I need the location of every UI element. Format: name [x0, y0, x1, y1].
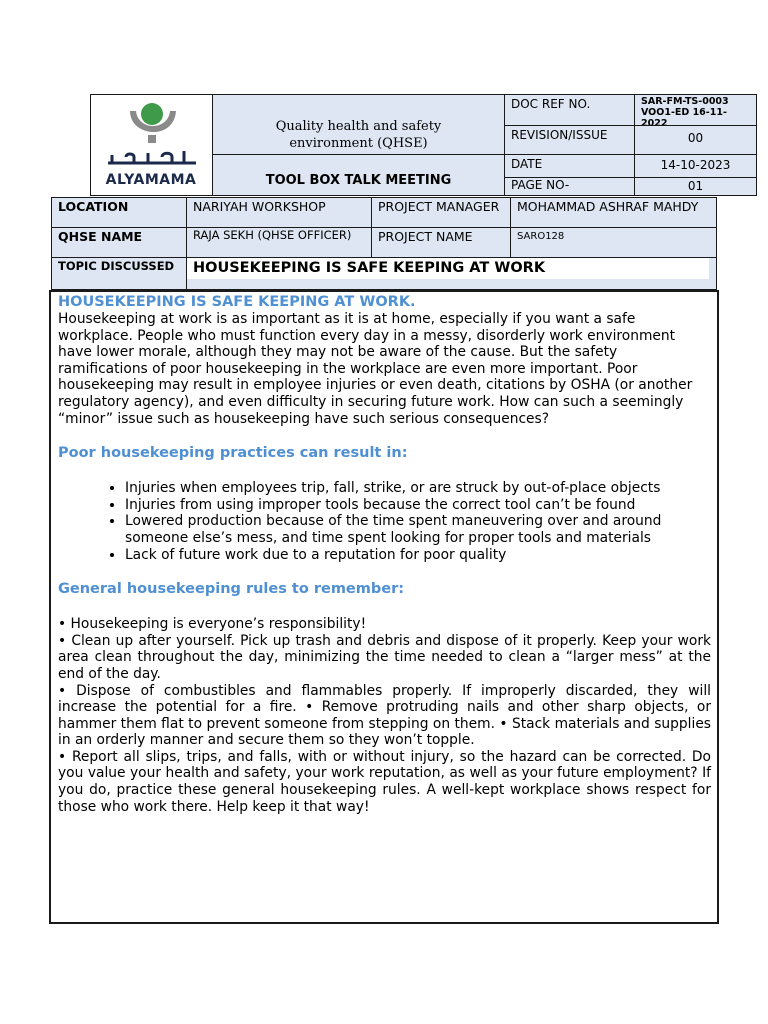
rule-paragraph: • Report all slips, trips, and falls, with or without injury, so the hazard can be corrected. Do you value your health and safety, your work reputation, as well as your future employment? If you do, practice these general housekeeping rules. A well-kept workplace shows respect for those who work there. Help keep it that way!: [58, 748, 711, 815]
rule-paragraph: • Housekeeping is everyone’s responsibility!: [58, 616, 367, 633]
topic-value: HOUSEKEEPING IS SAFE KEEPING AT WORK: [187, 258, 709, 279]
poor-practices-heading: Poor housekeeping practices can result in:: [58, 445, 408, 462]
logo-cell: [90, 94, 213, 196]
revision-label: REVISION/ISSUE: [504, 125, 635, 155]
qhse-name-value: RAJA SEKH (QHSE OFFICER): [186, 227, 372, 258]
intro-paragraph: Housekeeping at work is as important as it is at home, especially if you want a safe workplace. People who must function every day in a messy, disorderly work environment have lower morale, although they may not be aware of the cause. But the safety ramifications of poor housekeeping in the workplace are even more important. Poor housekeeping may result in employee injuries or even death, citations by OSHA (or another regulatory agency), and even difficulty in securing future work. How can such a seemingly “minor” issue such as housekeeping have such serious consequences?: [58, 311, 693, 427]
location-value: NARIYAH WORKSHOP: [186, 197, 372, 228]
doc-ref-label: DOC REF NO.: [504, 94, 635, 126]
doc-ref-value: [634, 94, 757, 126]
list-item: • Lack of future work due to a reputation for poor quality: [125, 547, 711, 564]
tbt-title-cell: [212, 154, 505, 196]
topic-label: TOPIC DISCUSSED: [51, 257, 187, 290]
main-heading: HOUSEKEEPING IS SAFE KEEPING AT WORK.: [58, 294, 416, 310]
qhse-title-cell: [212, 94, 505, 155]
tbt-title: TOOL BOX TALK MEETING: [265, 173, 452, 188]
poor-practices-list: [58, 480, 711, 563]
project-manager-label: PROJECT MANAGER: [371, 197, 511, 228]
project-manager-value: MOHAMMAD ASHRAF MAHDY: [510, 197, 717, 228]
rule-paragraph: • Dispose of combustibles and flammables properly. If improperly discarded, they will increase the potential for a fire. • Remove protruding nails and other sharp objects, or hammer them flat to prevent someone from stepping on them. • Stack materials and supplies in an orderly manner and secure them so they won’t topple.: [58, 682, 711, 749]
location-label: LOCATION: [51, 197, 187, 228]
list-item: • Injuries when employees trip, fall, strike, or are struck by out-of-place objects: [125, 480, 711, 497]
doc-ref-value-line1: SAR-FM-TS-0003: [641, 96, 729, 107]
date-label: DATE: [504, 154, 635, 178]
revision-value: 00: [634, 125, 757, 155]
date-value: 14-10-2023: [634, 154, 757, 178]
rule-paragraph: • Clean up after yourself. Pick up trash and debris and dispose of it properly. Keep your work area clean throughout the day, minimizing the time needed to clean a “larger mess” at the end of the day.: [58, 632, 711, 682]
page-value: 01: [634, 177, 757, 196]
doc-ref-value-line2: VOO1-ED 16-11-2022: [641, 107, 727, 126]
qhse-name-label: QHSE NAME: [51, 227, 187, 258]
company-name-latin: ALYAMAMA: [105, 172, 197, 188]
list-item: • Injuries from using improper tools because the correct tool can’t be found: [125, 497, 711, 514]
project-name-value: SARO128: [510, 227, 717, 258]
content-box: [49, 290, 719, 924]
list-item: • Lowered production because of the time spent maneuvering over and around someone else’s mess, and time spent looking for proper tools and materials: [125, 513, 711, 546]
page-label: PAGE NO-: [504, 177, 635, 196]
project-name-label: PROJECT NAME: [371, 227, 511, 258]
topic-value-cell: [186, 257, 717, 290]
qhse-title: Quality health and safety environment (QHSE): [275, 119, 442, 151]
rules-heading: General housekeeping rules to remember:: [58, 581, 405, 598]
